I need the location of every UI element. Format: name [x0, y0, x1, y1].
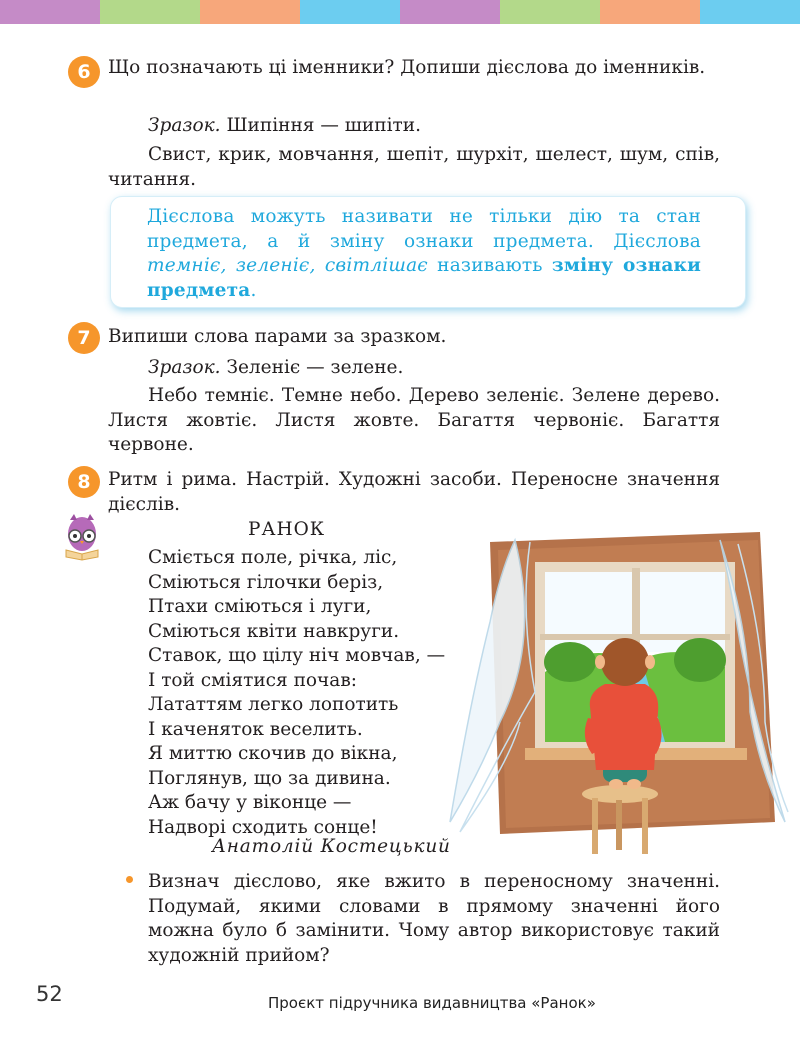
sample-text: Зеленіє — зелене. — [220, 357, 404, 378]
rule-text — [147, 205, 701, 303]
rule-part1: Дієслова можуть називати не тільки дію та стан предмета, а й зміну ознаки предмета. Дієслова — [147, 206, 701, 252]
topbar-segment — [600, 0, 700, 24]
poem-line: Надворі сходить сонце! — [148, 816, 378, 838]
rule-emphasis: зміну ознаки предмета — [147, 255, 701, 301]
topbar-segment — [100, 0, 200, 24]
exercise-7-task: Випиши слова парами за зразком. — [108, 326, 447, 347]
sample-label: Зразок. — [148, 115, 221, 136]
topbar-segment — [0, 0, 100, 24]
sample-label: Зразок. — [148, 357, 221, 378]
question-text: Визнач дієслово, яке вжито в переносному значенні. Подумай, якими словами в прямому значенні його можна було б замінити. Чому автор використовує такий художній прийом? — [148, 871, 720, 966]
poem-line: І той сміятися почав: — [148, 669, 357, 691]
rule-end: . — [250, 279, 257, 301]
boy-at-window-illustration — [420, 522, 790, 864]
exercise-7-text: Небо темніє. Темне небо. Дерево зеленіє. Зелене дерево. Листя жовтіє. Листя жовте. Багаття червоніє. Багаття червоне. — [108, 385, 720, 455]
poem-author: Анатолій Костецький — [212, 836, 451, 857]
footer-text: Проєкт підручника видавництва «Ранок» — [268, 994, 596, 1012]
poem-line: Я миттю скочив до вікна, — [148, 743, 398, 764]
top-color-bar — [0, 0, 800, 24]
exercise-6-number: 6 — [68, 56, 100, 88]
topbar-segment — [700, 0, 800, 24]
sample-text: Шипіння — шипіти. — [220, 115, 421, 136]
poem-line: Сміються гілочки беріз, — [148, 571, 384, 593]
poem-line: Птахи сміються і луги, — [148, 596, 372, 617]
rule-examples: темніє, зеленіє, світлішає — [147, 255, 428, 276]
topbar-segment — [200, 0, 300, 24]
rule-part2: називають — [427, 255, 552, 276]
poem-line: Поглянув, що за дивина. — [148, 767, 391, 789]
rule-box — [110, 196, 746, 308]
page-number: 52 — [36, 982, 63, 1006]
topbar-segment — [400, 0, 500, 24]
exercise-8-number: 8 — [68, 466, 100, 498]
poem-line: І каченяток веселить. — [148, 718, 363, 740]
poem-line: Лататтям легко лопотить — [148, 694, 399, 715]
poem-line: Аж бачу у віконце — — [148, 792, 352, 813]
poem-line: Ставок, що цілу ніч мовчав, — — [148, 645, 446, 666]
poem-line: Сміється поле, річка, ліс, — [148, 547, 398, 568]
topbar-segment — [300, 0, 400, 24]
exercise-6-sample — [108, 114, 720, 139]
poem-line: Сміються квіти навкруги. — [148, 620, 400, 642]
poem-body — [148, 546, 445, 840]
exercise-7-sample — [108, 356, 720, 381]
topbar-segment — [500, 0, 600, 24]
exercise-6-words: Свист, крик, мовчання, шепіт, шурхіт, шелест, шум, спів, читання. — [108, 144, 720, 190]
reading-owl-icon — [62, 512, 102, 562]
exercise-6-task: Що позначають ці іменники? Допиши дієслова до іменників. — [108, 57, 706, 78]
exercise-8-task: Ритм і рима. Настрій. Художні засоби. Переносне значення дієслів. — [108, 469, 720, 515]
exercise-7-number: 7 — [68, 322, 100, 354]
bullet-dot — [126, 876, 133, 883]
poem-title: РАНОК — [248, 519, 326, 540]
